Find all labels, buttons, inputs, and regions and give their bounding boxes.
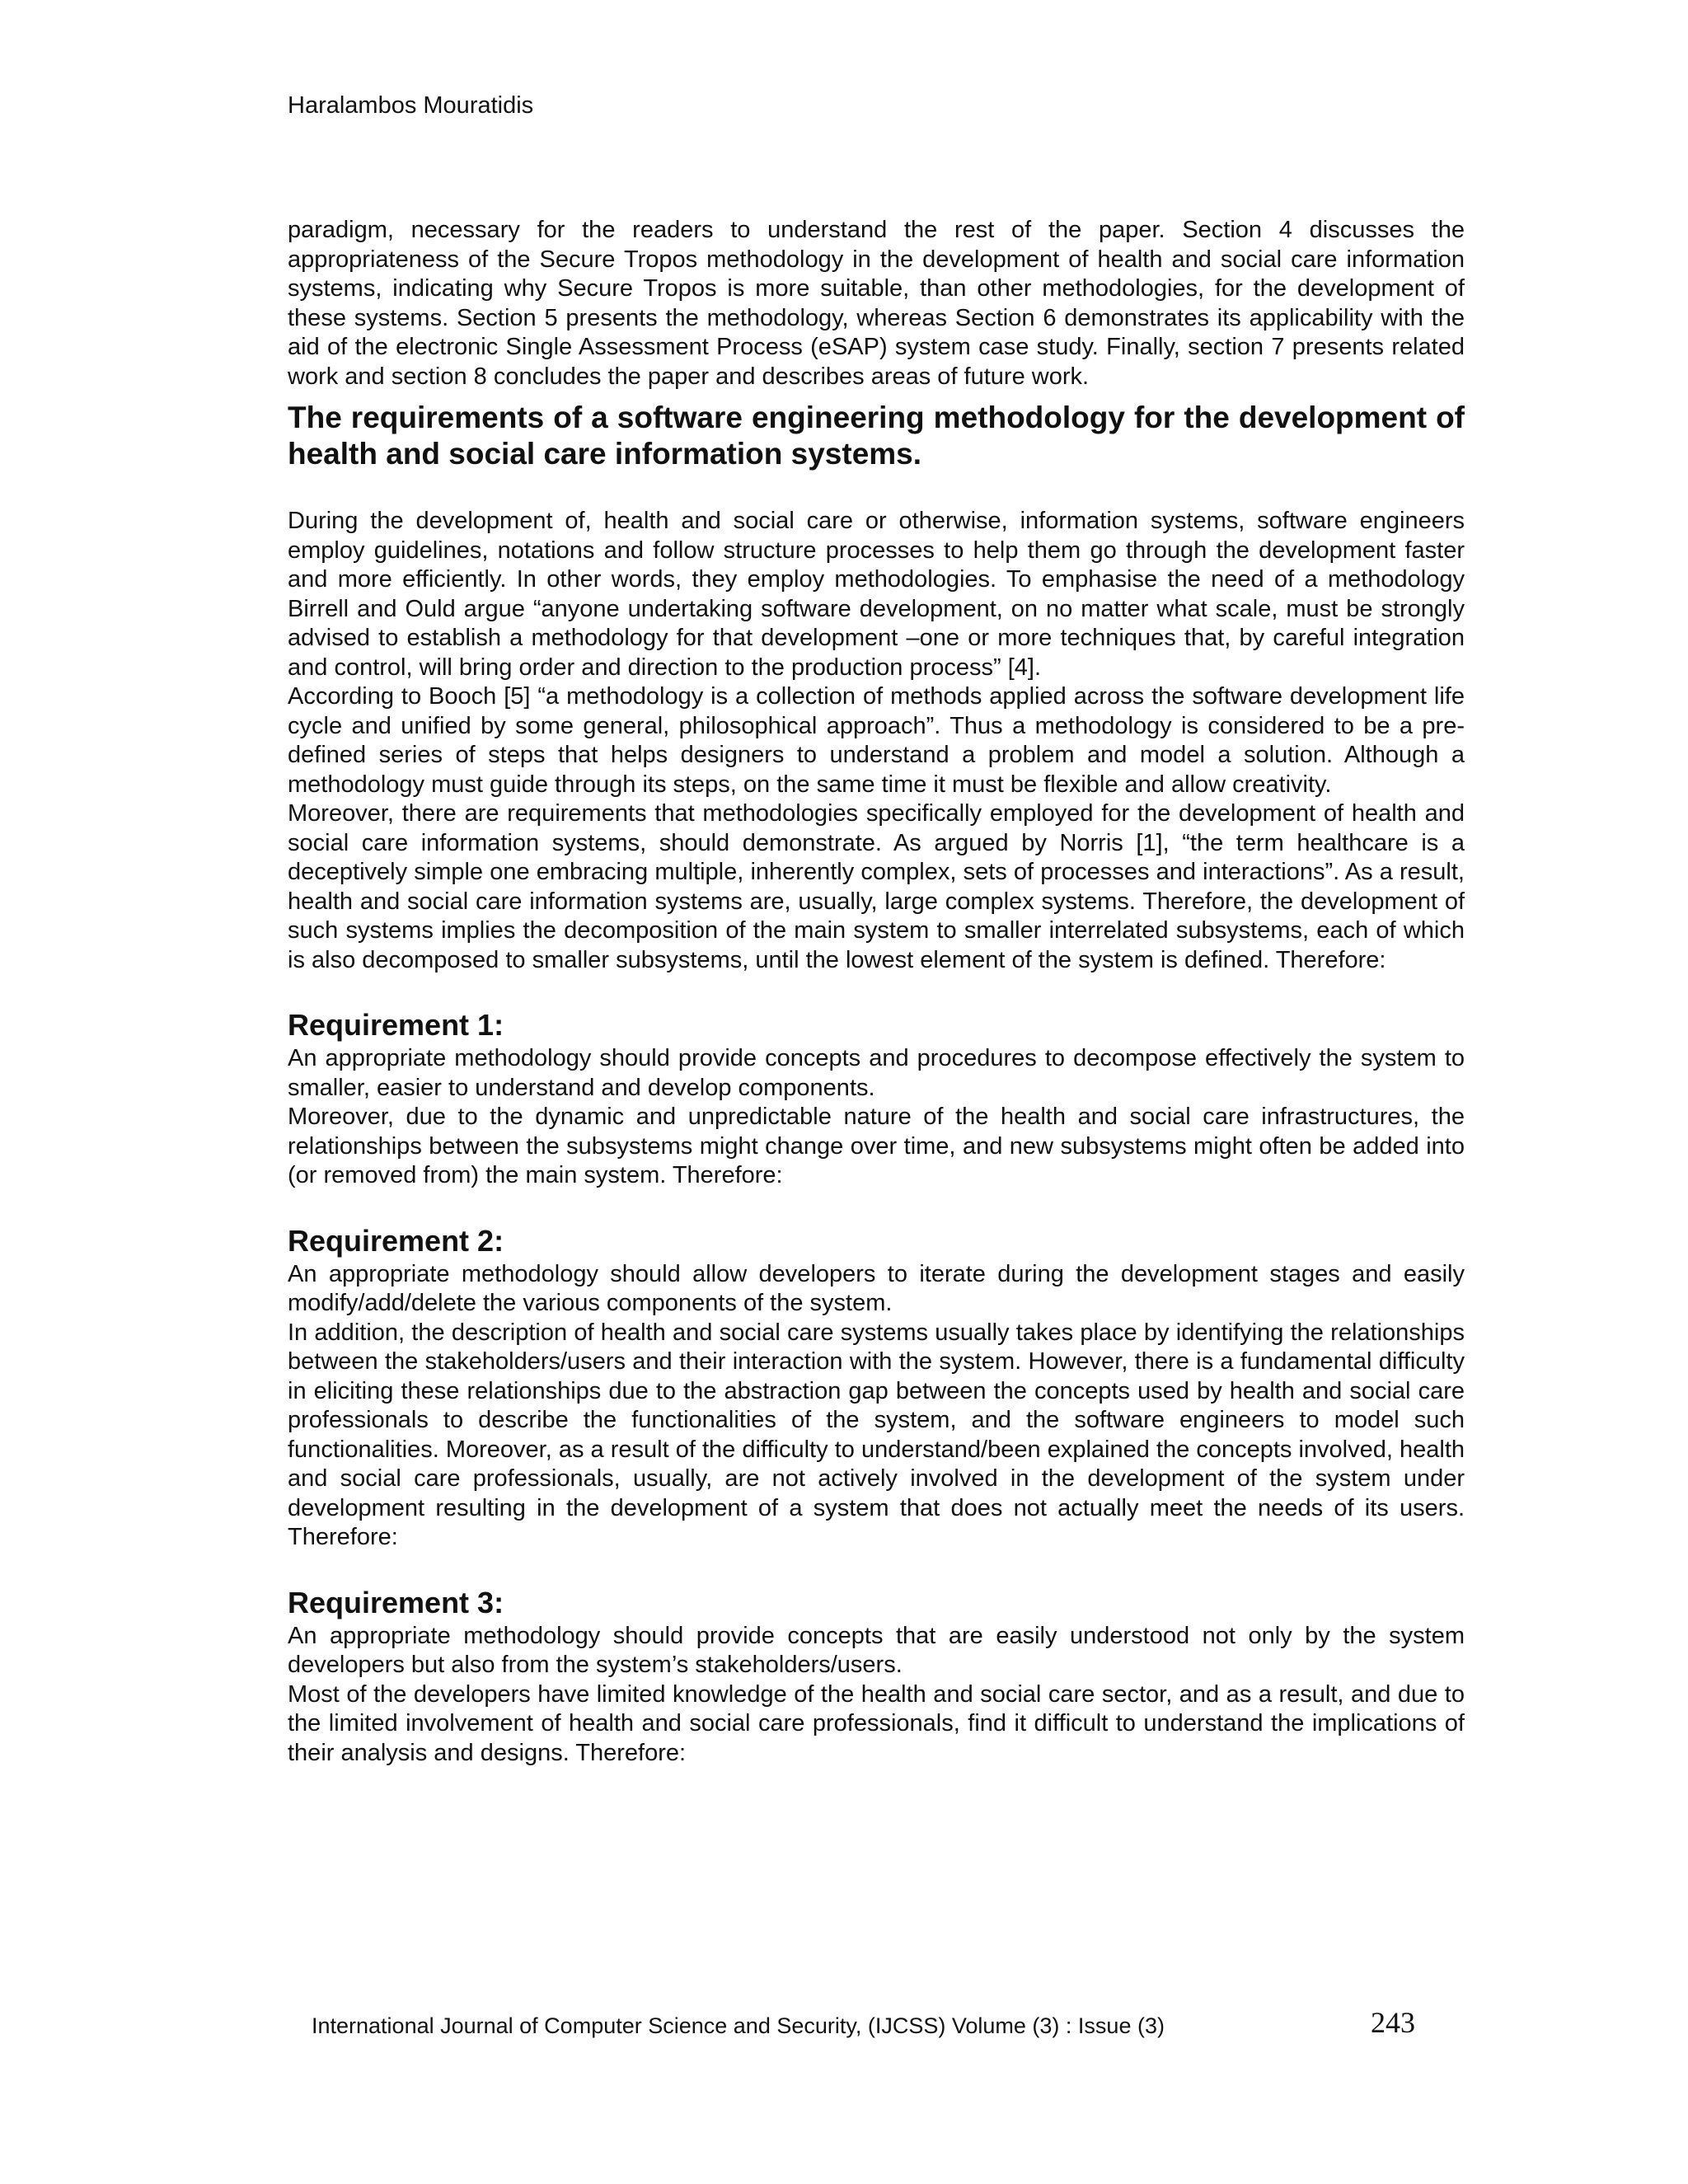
requirement-1-text: An appropriate methodology should provide concepts and procedures to decompose effectively the system to smaller, easier to understand and develop components.: [288, 1045, 1465, 1101]
running-header-author: Haralambos Mouratidis: [288, 92, 534, 119]
requirement-3-text: An appropriate methodology should provide concepts that are easily understood not only by the system developers but also from the system’s stakeholders/users.: [288, 1622, 1465, 1678]
paragraph-limited: Most of the developers have limited knowledge of the health and social care sector, and as a result, and due to the limited involvement of health and social care professionals, find it difficult to understand the implications of their analysis and designs. Therefore:: [288, 1680, 1465, 1766]
requirement-3-heading: Requirement 3:: [288, 1585, 504, 1619]
paragraph-development: During the development of, health and social care or otherwise, information systems, software engineers employ guidelines, notations and follow structure processes to help them go through the development faster and more efficiently. In other words, they employ methodologies. To emphasise the need of a methodology Birrell and Ould argue “anyone undertaking software development, on no matter what scale, must be strongly advised to establish a methodology for that development –one or more techniques that, by careful integration and control, will bring order and direction to the production process” [4].: [288, 508, 1465, 681]
page-body: [288, 216, 1465, 1768]
requirement-2-heading: Requirement 2:: [288, 1223, 504, 1258]
paragraph-dynamic: Moreover, due to the dynamic and unpredictable nature of the health and social care infrastructures, the relationships between the subsystems might change over time, and new subsystems might often be added into (or removed from) the main system. Therefore:: [288, 1104, 1465, 1188]
page-number: 243: [1371, 2006, 1415, 2039]
paragraph-intro: paradigm, necessary for the readers to understand the rest of the paper. Section 4 discusses the appropriateness of the Secure Tropos methodology in the development of health and social care information systems, indicating why Secure Tropos is more suitable, than other methodologies, for the development of these systems. Section 5 presents the methodology, whereas Section 6 demonstrates its applicability with the aid of the electronic Single Assessment Process (eSAP) system case study. Finally, section 7 presents related work and section 8 concludes the paper and describes areas of future work.: [288, 217, 1465, 390]
requirement-1-heading: Requirement 1:: [288, 1008, 504, 1042]
paragraph-stakeholders: In addition, the description of health and social care systems usually takes place by identifying the relationships between the stakeholders/users and their interaction with the system. However, there is a fundamental difficulty in eliciting these relationships due to the abstraction gap between the concepts used by health and social care professionals to describe the functionalities of the system, and the software engineers to model such functionalities. Moreover, as a result of the difficulty to understand/been explained the concepts involved, health and social care professionals, usually, are not actively involved in the development of the system under development resulting in the development of a system that does not actually meet the needs of its users. Therefore:: [288, 1319, 1465, 1550]
section-heading: The requirements of a software engineering methodology for the development of health and social care information systems.: [288, 401, 1465, 471]
requirement-2-text: An appropriate methodology should allow developers to iterate during the development stages and easily modify/add/delete the various components of the system.: [288, 1260, 1465, 1316]
paragraph-booch: According to Booch [5] “a methodology is a collection of methods applied across the software development life cycle and unified by some general, philosophical approach”. Thus a methodology is considered to be a pre-defined series of steps that helps designers to understand a problem and model a solution. Although a methodology must guide through its steps, on the same time it must be flexible and allow creativity.: [288, 683, 1465, 798]
paragraph-norris: Moreover, there are requirements that methodologies specifically employed for the development of health and social care information systems, should demonstrate. As argued by Norris [1], “the term healthcare is a deceptively simple one embracing multiple, inherently complex, sets of processes and interactions”. As a result, health and social care information systems are, usually, large complex systems. Therefore, the development of such systems implies the decomposition of the main system to smaller interrelated subsystems, each of which is also decomposed to smaller subsystems, until the lowest element of the system is defined. Therefore:: [288, 800, 1465, 973]
footer-journal-info: International Journal of Computer Science and Security, (IJCSS) Volume (3) : Issue (3): [312, 2013, 1165, 2038]
